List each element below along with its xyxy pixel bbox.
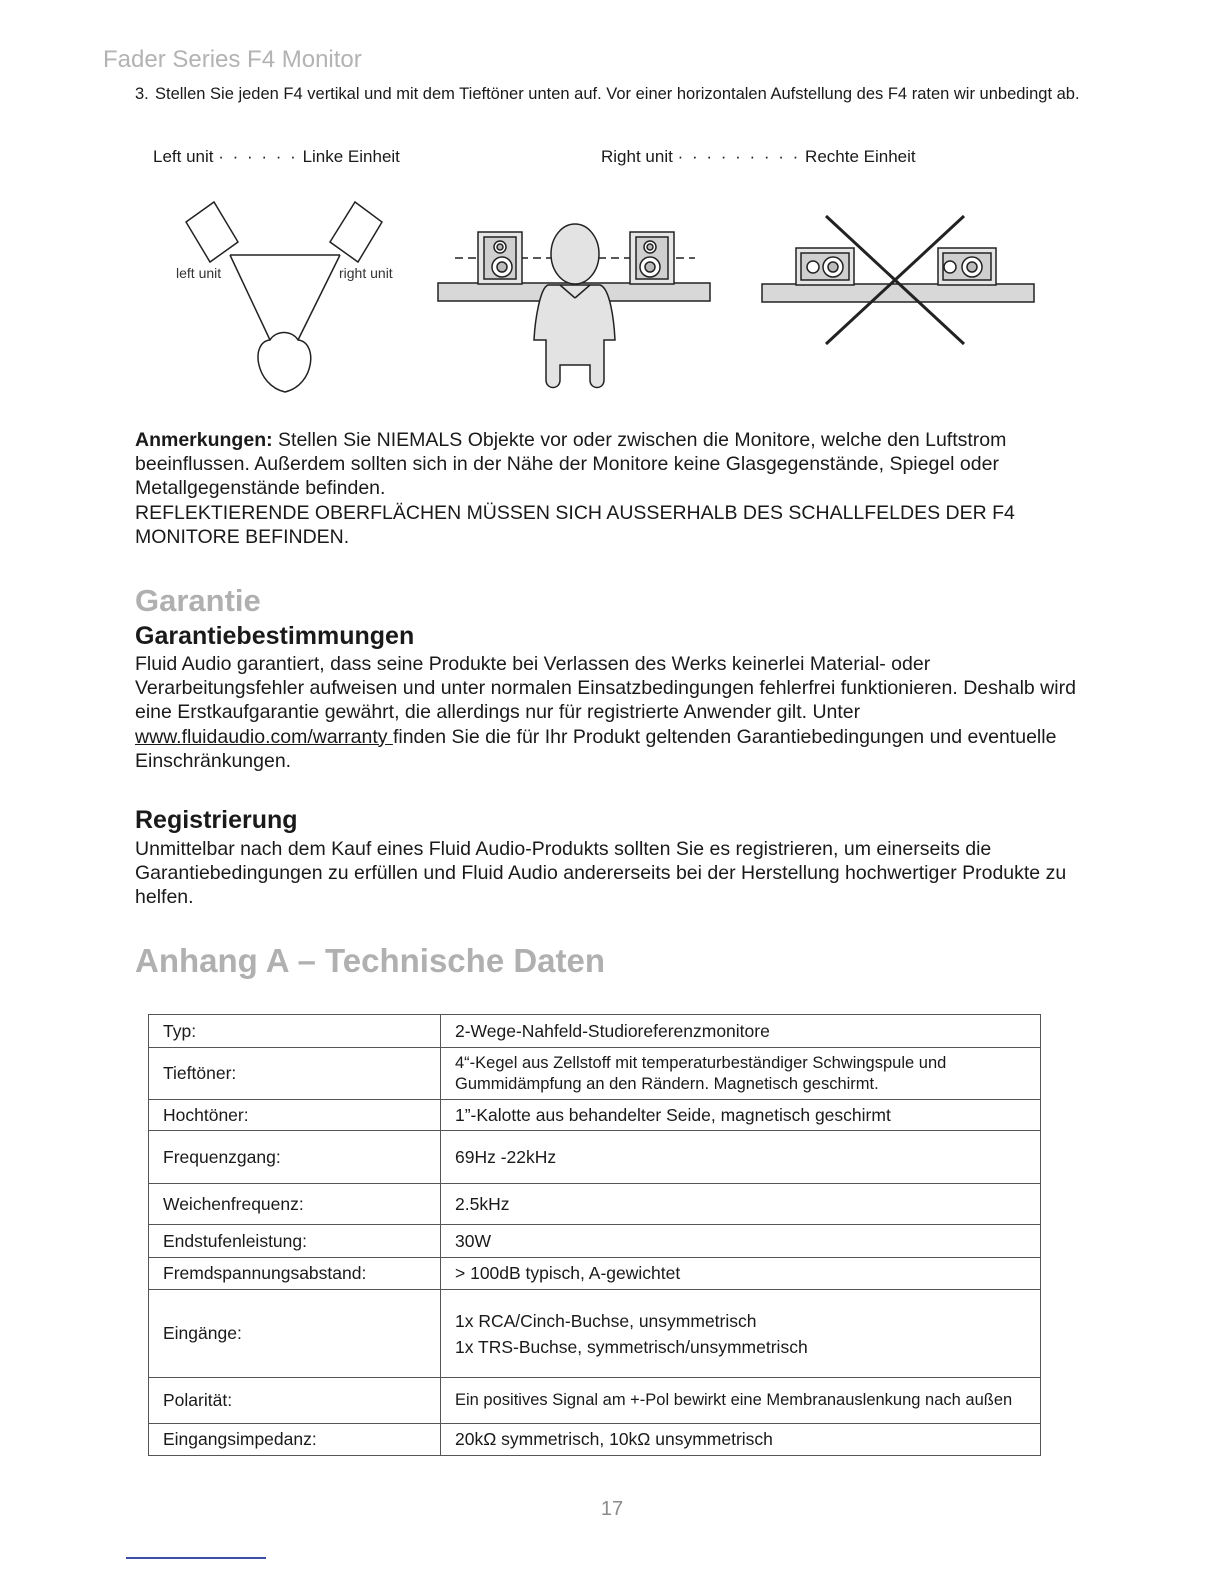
table-row	[149, 1225, 1041, 1258]
legend-right	[601, 147, 916, 167]
spec-key: Frequenzgang:	[149, 1131, 441, 1184]
spec-key: Endstufenleistung:	[149, 1225, 441, 1258]
registration-text: Unmittelbar nach dem Kauf eines Fluid Audio-Produkts sollten Sie es registrieren, um einerseits die Garantiebedingungen zu erfüllen und Fluid Audio andererseits bei der Herstellung hochwertiger Produkte zu helfen.	[135, 838, 1067, 909]
spec-value-line: 1x TRS-Buchse, symmetrisch/unsymmetrisch	[455, 1336, 808, 1357]
legend-left-de: Linke Einheit	[302, 147, 400, 166]
spec-value	[441, 1290, 1041, 1378]
spec-value-text: 4“-Kegel aus Zellstoff mit temperaturbeständiger Schwingspule und Gummidämpfung an den Rändern. Magnetisch geschirmt.	[455, 1053, 947, 1093]
spec-key: Typ:	[149, 1015, 441, 1048]
step-3	[135, 83, 1080, 105]
spec-key: Eingangsimpedanz:	[149, 1424, 441, 1456]
spec-value: > 100dB typisch, A-gewichtet	[441, 1258, 1041, 1290]
notes-paragraph	[135, 428, 1085, 549]
step-text: Stellen Sie jeden F4 vertikal und mit dem Tieftöner unten auf. Vor einer horizontalen Aufstellung des F4 raten wir unbedingt ab.	[155, 85, 1080, 103]
warranty-subheading: Garantiebestimmungen	[135, 622, 415, 650]
speaker-left-icon	[478, 232, 522, 284]
table-row	[149, 1290, 1041, 1378]
table-row	[149, 1048, 1041, 1100]
speaker-right-icon	[630, 232, 674, 284]
table-row	[149, 1015, 1041, 1048]
spec-value	[441, 1048, 1041, 1100]
spec-key: Eingänge:	[149, 1290, 441, 1378]
spec-value: 2-Wege-Nahfeld-Studioreferenzmonitore	[441, 1015, 1041, 1048]
desk-shelf-2	[762, 284, 1034, 302]
step-number: 3.	[135, 85, 149, 103]
notes-caps: REFLEKTIERENDE OBERFLÄCHEN MÜSSEN SICH AUSSERHALB DES SCHALLFELDES DER F4 MONITORE BEFINDEN.	[135, 501, 1015, 548]
page-number: 17	[600, 1498, 624, 1520]
legend-right-en: Right unit	[601, 147, 673, 166]
person-icon	[534, 224, 615, 388]
warranty-text-after: finden Sie die für Ihr Produkt geltenden Garantiebedingungen und eventuelle Einschränkungen.	[135, 725, 1057, 772]
warranty-text-before: Fluid Audio garantiert, dass seine Produkte bei Verlassen des Werks keinerlei Material- oder Verarbeitungsfehler aufweisen und unter normalen Einsatzbedingungen fehlerfrei funktionieren. Deshalb wird eine Erstkaufgarantie gewährt, die allerdings nur für registrierte Anwender gilt. Unter	[135, 653, 1076, 724]
footnote-separator	[126, 1557, 266, 1559]
spec-key: Weichenfrequenz:	[149, 1184, 441, 1225]
spec-value: 69Hz -22kHz	[441, 1131, 1041, 1184]
right-unit-label: right unit	[339, 265, 393, 281]
table-row	[149, 1184, 1041, 1225]
table-row	[149, 1131, 1041, 1184]
table-row	[149, 1258, 1041, 1290]
spec-table	[148, 1014, 1041, 1456]
spec-value: 2.5kHz	[441, 1184, 1041, 1225]
right-unit-shape	[330, 202, 382, 262]
left-unit-shape	[186, 202, 238, 262]
head-top-icon	[258, 333, 311, 393]
speaker-horizontal-right-icon	[938, 248, 996, 285]
notes-label: Anmerkungen:	[135, 429, 273, 451]
spec-key: Fremdspannungsabstand:	[149, 1258, 441, 1290]
table-row	[149, 1100, 1041, 1131]
spec-value: 30W	[441, 1225, 1041, 1258]
legend-left-dots: · · · · · ·	[218, 147, 298, 166]
triangle-diagram	[176, 202, 393, 392]
spec-key: Polarität:	[149, 1378, 441, 1424]
appendix-heading: Anhang A – Technische Daten	[135, 942, 606, 979]
warranty-text	[135, 652, 1085, 773]
horizontal-speakers-diagram	[762, 216, 1034, 344]
spec-value: 1”-Kalotte aus behandelter Seide, magnetisch geschirmt	[441, 1100, 1041, 1131]
vertical-speakers-diagram	[438, 224, 710, 388]
table-row	[149, 1378, 1041, 1424]
spec-value: 20kΩ symmetrisch, 10kΩ unsymmetrisch	[441, 1424, 1041, 1456]
registration-heading: Registrierung	[135, 806, 298, 834]
warranty-heading: Garantie	[135, 583, 261, 618]
speaker-horizontal-left-icon	[796, 248, 854, 285]
table-row	[149, 1424, 1041, 1456]
legend-left-en: Left unit	[153, 147, 214, 166]
spec-key: Tieftöner:	[149, 1048, 441, 1100]
spec-value-line: 1x RCA/Cinch-Buchse, unsymmetrisch	[455, 1310, 757, 1331]
left-unit-label: left unit	[176, 265, 222, 281]
header-title: Fader Series F4 Monitor	[103, 46, 362, 73]
spec-key: Hochtöner:	[149, 1100, 441, 1131]
placement-diagram	[0, 180, 1224, 410]
notes-text: Stellen Sie NIEMALS Objekte vor oder zwischen die Monitore, welche den Luftstrom beeinflussen. Außerdem sollten sich in der Nähe der Monitore keine Glasgegenstände, Spiegel oder Metallgegenstände befinden.	[135, 429, 1007, 500]
warranty-link[interactable]: www.fluidaudio.com/warranty	[135, 725, 393, 748]
legend-left	[153, 147, 400, 167]
legend-right-dots: · · · · · · · · ·	[677, 147, 801, 166]
spec-value-text: Ein positives Signal am +-Pol bewirkt eine Membranauslenkung nach außen	[455, 1391, 1013, 1409]
spec-value	[441, 1378, 1041, 1424]
legend-right-de: Rechte Einheit	[805, 147, 916, 166]
